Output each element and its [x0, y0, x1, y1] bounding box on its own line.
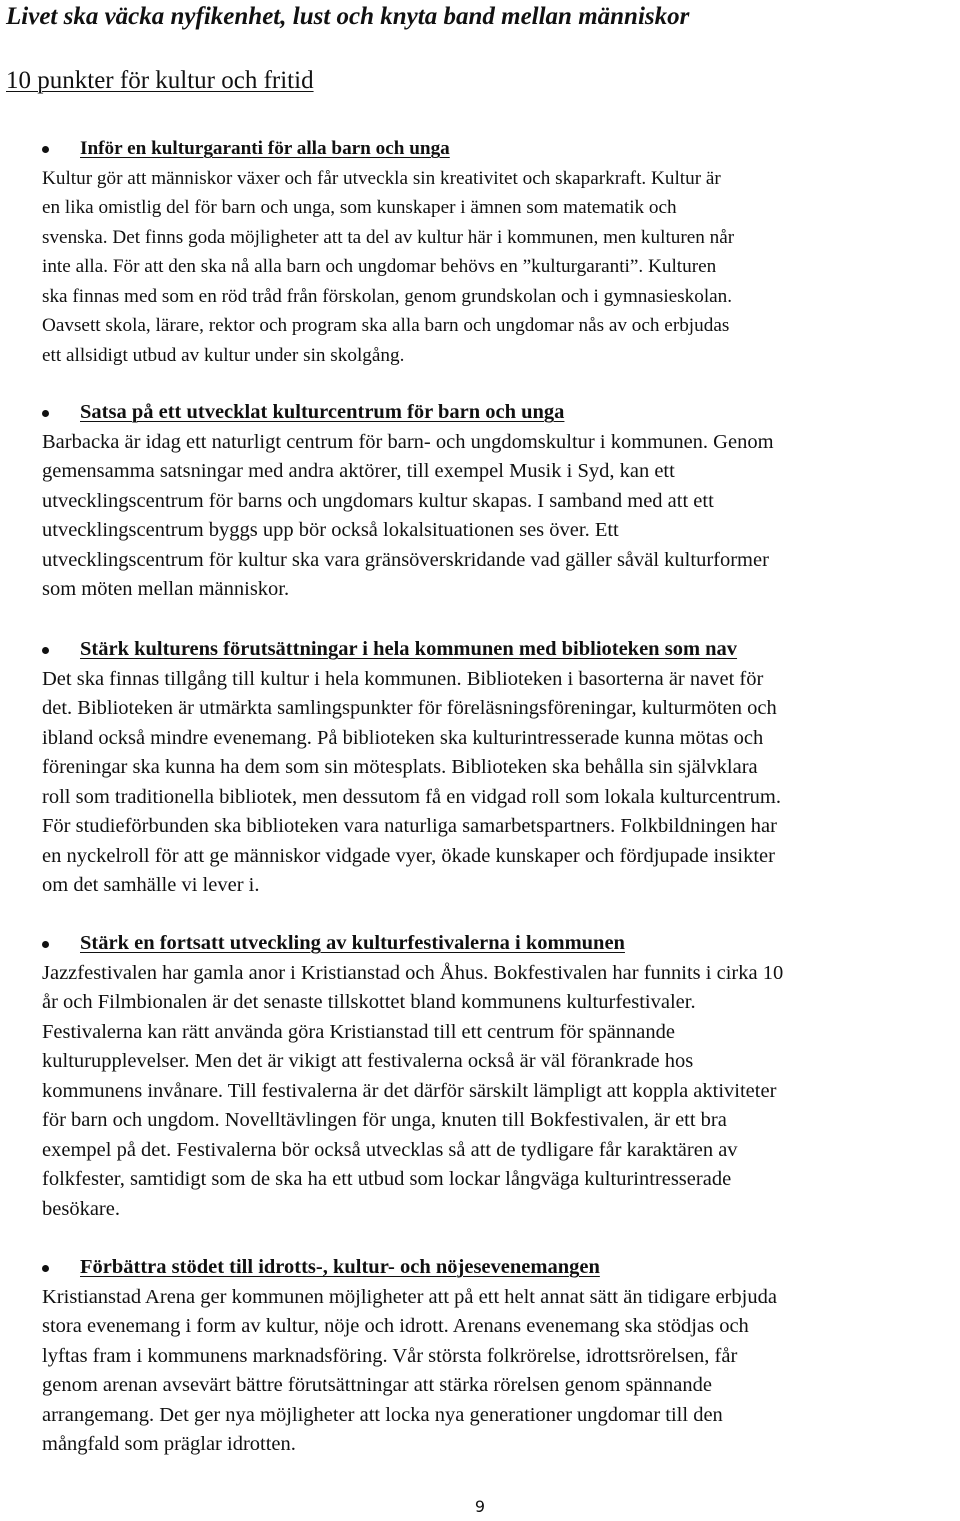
section-kulturcentrum	[42, 398, 960, 605]
section-body	[42, 164, 960, 371]
section-title: Förbättra stödet till idrotts-, kultur- och nöjesevenemangen	[80, 1256, 600, 1278]
section-biblioteken	[42, 635, 960, 901]
body-line: år och Filmbionalen är det senaste tillskottet bland kommunens kulturfestivaler.	[42, 991, 696, 1013]
body-line: Festivalerna kan rätt använda göra Kristianstad till ett centrum för spännande	[42, 1020, 676, 1043]
bullet-icon	[42, 410, 49, 417]
body-line: kulturupplevelser. Men det är vikigt att festivalerna också är väl förankrade hos	[42, 1050, 694, 1072]
bullet-icon	[42, 647, 49, 654]
body-line: kommunens invånare. Till festivalerna är det därför särskilt lämpligt att koppla aktiviteter	[42, 1079, 777, 1102]
section-title: Stärk kulturens förutsättningar i hela kommunen med biblioteken som nav	[80, 638, 738, 660]
body-line: stora evenemang i form av kultur, nöje och idrott. Arenans evenemang ska stödjas och	[42, 1315, 749, 1337]
body-line: folkfester, samtidigt som de ska ha ett utbud som lockar långväga kulturintresserade	[42, 1168, 732, 1190]
body-line: ska finnas med som en röd tråd från förskolan, genom grundskolan och i gymnasieskolan.	[42, 285, 733, 307]
document-title: Livet ska väcka nyfikenhet, lust och knyta band mellan människor	[6, 3, 690, 30]
body-line: en lika omistlig del för barn och unga, som kunskaper i ämnen som matematik och	[42, 197, 677, 218]
body-line: För studieförbunden ska biblioteken vara naturliga samarbetspartners. Folkbildningen har	[42, 815, 777, 837]
body-line: det. Biblioteken är utmärkta samlingspunkter för föreläsningsföreningar, kulturmöten och	[42, 697, 777, 719]
body-line: föreningar ska kunna ha dem som sin mötesplats. Biblioteken ska behålla sin självklara	[42, 756, 758, 778]
body-line: lyftas fram i kommunens marknadsföring. Vår största folkrörelse, idrottsrörelsen, får	[42, 1344, 738, 1367]
body-line: utvecklingscentrum byggs upp bör också lokalsituationen ses över. Ett	[42, 519, 619, 541]
body-line: för barn och ungdom. Novelltävlingen för unga, knuten till Bokfestivalen, är ett bra	[42, 1109, 727, 1131]
page-number: 9	[474, 1497, 486, 1516]
section-title: Satsa på ett utvecklat kulturcentrum för barn och unga	[80, 401, 565, 423]
section-kulturfestivaler	[42, 929, 960, 1224]
document-subtitle: 10 punkter för kultur och fritid	[6, 67, 314, 94]
body-line: utvecklingscentrum för barns och ungdomars kultur skapas. I samband med att ett	[42, 489, 714, 512]
body-line: ibland också mindre evenemang. På biblioteken ska kulturintresserade kunna mötas och	[42, 726, 764, 749]
section-body	[42, 665, 960, 901]
bullet-icon	[42, 1265, 49, 1272]
section-evenemang	[42, 1253, 960, 1460]
bullet-icon	[42, 941, 49, 948]
bullet-icon	[42, 146, 49, 153]
section-title: Stärk en fortsatt utveckling av kulturfestivalerna i kommunen	[80, 932, 625, 954]
body-line: som möten mellan människor.	[42, 578, 290, 600]
body-line: Barbacka är idag ett naturligt centrum för barn- och ungdomskultur i kommunen. Genom	[42, 430, 774, 453]
body-line: besökare.	[42, 1197, 120, 1220]
body-line: inte alla. För att den ska nå alla barn och ungdomar behövs en ”kulturgaranti”. Kulturen	[42, 256, 717, 277]
section-title: Inför en kulturgaranti för alla barn och unga	[80, 138, 450, 159]
body-line: svenska. Det finns goda möjligheter att ta del av kultur här i kommunen, men kulturen når	[42, 226, 735, 248]
section-kulturgaranti	[42, 134, 960, 370]
body-line: Jazzfestivalen har gamla anor i Kristianstad och Åhus. Bokfestivalen har funnits i cirka 10	[42, 961, 784, 984]
section-body	[42, 1283, 960, 1460]
section-body	[42, 428, 960, 605]
body-line: genom arenan avsevärt bättre förutsättningar att stärka rörelsen genom spännande	[42, 1374, 712, 1396]
section-body	[42, 959, 960, 1225]
body-line: arrangemang. Det ger nya möjligheter att locka nya generationer ungdomar till den	[42, 1403, 723, 1426]
body-line: roll som traditionella bibliotek, men dessutom få en vidgad roll som lokala kulturcentrum.	[42, 785, 781, 808]
body-line: Kristianstad Arena ger kommunen möjligheter att på ett helt annat sätt än tidigare erbjuda	[42, 1285, 777, 1308]
body-line: Oavsett skola, lärare, rektor och program ska alla barn och ungdomar nås av och erbjudas	[42, 315, 730, 336]
body-line: Kultur gör att människor växer och får utveckla sin kreativitet och skaparkraft. Kultur är	[42, 167, 721, 189]
body-line: en nyckelroll för att ge människor vidgade vyer, ökade kunskaper och fördjupade insikter	[42, 844, 775, 867]
body-line: utvecklingscentrum för kultur ska vara gränsöverskridande vad gäller såväl kulturformer	[42, 548, 769, 571]
body-line: om det samhälle vi lever i.	[42, 874, 260, 896]
body-line: gemensamma satsningar med andra aktörer, till exempel Musik i Syd, kan ett	[42, 460, 675, 482]
body-line: mångfald som präglar idrotten.	[42, 1433, 296, 1455]
body-line: ett allsidigt utbud av kultur under sin skolgång.	[42, 344, 405, 366]
body-line: exempel på det. Festivalerna bör också utvecklas så att de tydligare får karaktären av	[42, 1138, 738, 1161]
body-line: Det ska finnas tillgång till kultur i hela kommunen. Biblioteken i basorterna är navet för	[42, 667, 764, 690]
